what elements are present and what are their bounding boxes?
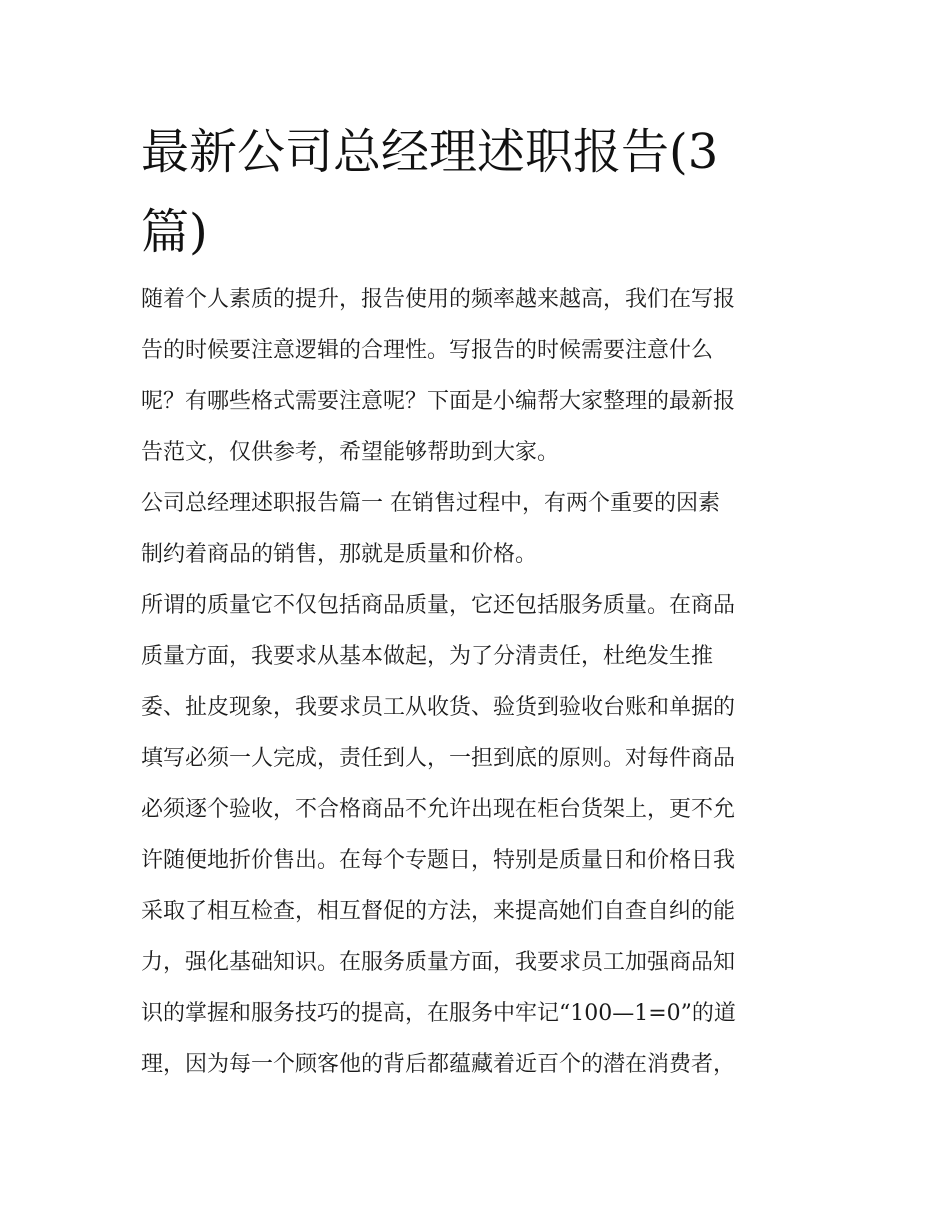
text-line: 识的掌握和服务技巧的提高，在服务中牢记“100—1=0”的道 (141, 1001, 736, 1026)
text-line: 所谓的质量它不仅包括商品质量，它还包括服务质量。在商品 (141, 593, 736, 618)
text-line: 公司总经理述职报告篇一 在销售过程中，有两个重要的因素 (141, 491, 720, 516)
title-line-1: 最新公司总经理述职报告(3 (141, 124, 719, 180)
intro-paragraph (141, 274, 813, 478)
text-line: 制约着商品的销售，那就是质量和价格。 (141, 542, 538, 567)
text-line: 随着个人素质的提升，报告使用的频率越来越高，我们在写报 (141, 287, 736, 312)
text-line: 采取了相互检查，相互督促的方法，来提高她们自查自纠的能 (141, 899, 736, 924)
text-line: 力，强化基础知识。在服务质量方面，我要求员工加强商品知 (141, 950, 736, 975)
text-line: 委、扯皮现象，我要求员工从收货、验货到验收台账和单据的 (141, 695, 736, 720)
text-line: 许随便地折价售出。在每个专题日，特别是质量日和价格日我 (141, 848, 736, 873)
text-line: 理，因为每一个顾客他的背后都蕴藏着近百个的潜在消费者， (141, 1052, 736, 1077)
title-line-2: 篇) (141, 204, 208, 260)
document-title (141, 112, 781, 272)
text-line: 呢？有哪些格式需要注意呢？下面是小编帮大家整理的最新报 (141, 389, 736, 414)
text-line: 填写必须一人完成，责任到人，一担到底的原则。对每件商品 (141, 746, 736, 771)
section-one-intro-paragraph (141, 478, 813, 580)
document-body (141, 274, 813, 1090)
text-line: 告范文，仅供参考，希望能够帮助到大家。 (141, 440, 560, 465)
text-line: 必须逐个验收，不合格商品不允许出现在柜台货架上，更不允 (141, 797, 736, 822)
text-line: 告的时候要注意逻辑的合理性。写报告的时候需要注意什么 (141, 338, 714, 363)
quality-paragraph (141, 580, 813, 1090)
text-line: 质量方面，我要求从基本做起，为了分清责任，杜绝发生推 (141, 644, 714, 669)
